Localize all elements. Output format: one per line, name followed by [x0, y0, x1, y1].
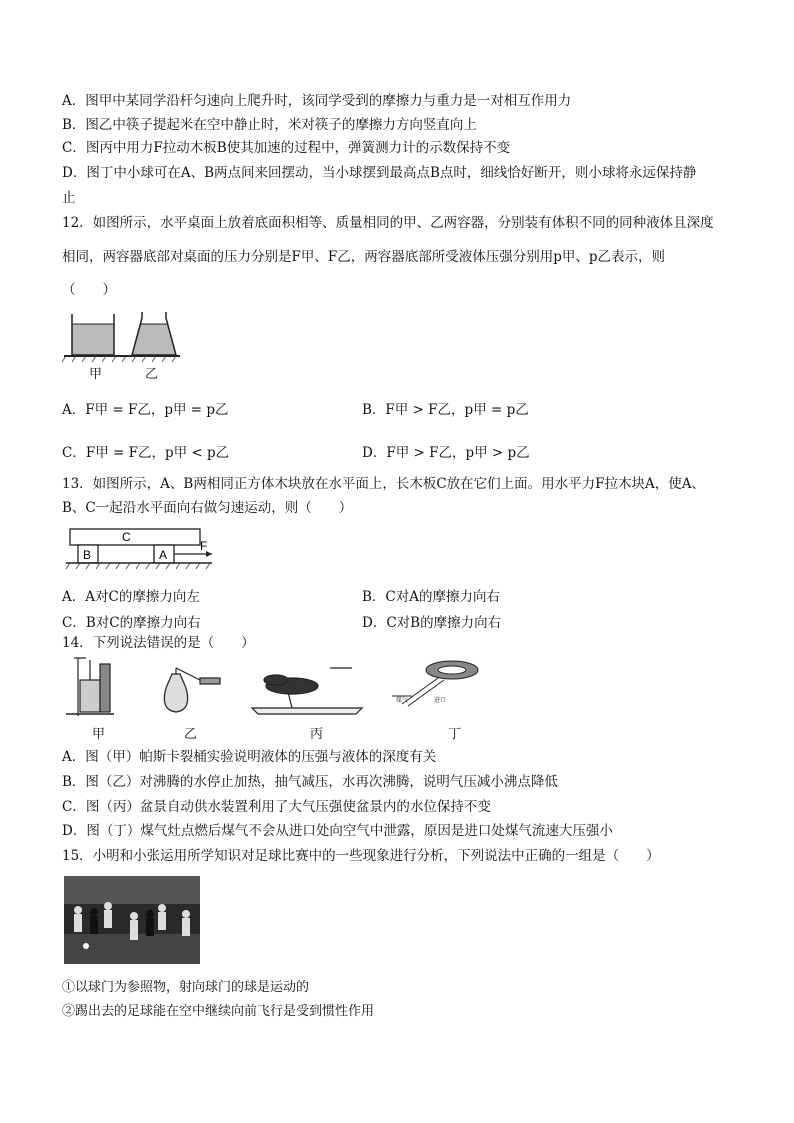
q12-option-b: B．F甲 > F乙，p甲 = p乙 [362, 402, 529, 418]
q13-blocks-figure [62, 525, 222, 575]
q13-option-b: B．C对A的摩擦力向右 [362, 589, 500, 605]
q11-option-d-line1: D．图丁中小球可在A、B两点间来回摆动，当小球摆到最高点B点时，细线恰好断开，则小球将永远保持静 [62, 165, 697, 181]
q15-stem: 15．小明和小张运用所学知识对足球比赛中的一些现象进行分析，下列说法中正确的一组是（ ） [62, 848, 660, 864]
q13-option-c: C．B对C的摩擦力向右 [62, 615, 201, 631]
q13-label-f: F [200, 539, 208, 553]
q14-figure-label-yi: 乙 [184, 727, 198, 742]
q12-figure-label-yi: 乙 [145, 367, 159, 382]
q12-stem-line2: 相同，两容器底部对桌面的压力分别是F甲、F乙，两容器底部所受液体压强分别用p甲、p乙表示，则 [62, 249, 666, 265]
q13-stem-line1: 13．如图所示，A、B两相同正方体木块放在水平面上，长木板C放在它们上面。用水平力F拉木块A，使A、 [62, 476, 706, 492]
q14-stem: 14．下列说法错误的是（ ） [62, 635, 255, 651]
q14-option-c: C．图（丙）盆景自动供水装置利用了大气压强使盆景内的水位保持不变 [62, 799, 491, 815]
q11-option-d-line2: 止 [62, 190, 76, 206]
q13-option-d: D．C对B的摩擦力向右 [362, 615, 502, 631]
q12-option-a: A．F甲 = F乙，p甲 = p乙 [62, 402, 229, 418]
q12-stem-line1: 12．如图所示，水平桌面上放着底面积相等、质量相同的甲、乙两容器，分别装有体积不同的同种液体且深度 [62, 215, 714, 231]
q13-label-a: A [159, 548, 168, 562]
q15-statement-1: ①以球门为参照物，射向球门的球是运动的 [62, 980, 310, 995]
q14-figure-label-bing: 丙 [310, 727, 324, 742]
q11-option-b: B．图乙中筷子提起米在空中静止时，米对筷子的摩擦力方向竖直向上 [62, 117, 477, 133]
q13-stem-line2: B、C一起沿水平面向右做匀速运动，则（ ） [62, 500, 353, 516]
q13-label-c: C [122, 530, 131, 544]
q14-option-a: A．图（甲）帕斯卡裂桶实验说明液体的压强与液体的深度有关 [62, 749, 437, 765]
svg-text:进口: 进口 [434, 698, 447, 704]
q12-answer-paren: （ ） [62, 282, 116, 298]
q14-figures [62, 656, 482, 722]
q15-statement-2: ②踢出去的足球能在空中继续向前飞行是受到惯性作用 [62, 1004, 375, 1019]
q14-figure-label-ding: 丁 [448, 727, 462, 742]
q12-figure-label-jia: 甲 [89, 367, 103, 382]
bonsai-illustration [252, 668, 362, 714]
q13-option-a: A．A对C的摩擦力向左 [62, 589, 200, 605]
q12-option-d: D．F甲 > F乙，p甲 > p乙 [362, 445, 530, 461]
q13-label-b: B [83, 548, 92, 562]
q11-option-c: C．图丙中用力F拉动木板B使其加速的过程中，弹簧测力计的示数保持不变 [62, 140, 511, 156]
pascal-barrel-illustration [66, 658, 114, 716]
q12-containers-figure [62, 306, 192, 376]
q14-option-d: D．图（丁）煤气灶点燃后煤气不会从进口处向空气中泄露，原因是进口处煤气流速大压强小 [62, 823, 613, 839]
gas-stove-illustration [392, 661, 478, 706]
q12-option-c: C．F甲 = F乙，p甲 < p乙 [62, 445, 230, 461]
q14-option-b: B．图（乙）对沸腾的水停止加热，抽气减压，水再次沸腾，说明气压减小沸点降低 [62, 774, 558, 790]
soccer-match-photo [64, 876, 200, 964]
svg-text:煤气: 煤气 [396, 698, 409, 704]
q11-option-a: A．图甲中某同学沿杆匀速向上爬升时，该同学受到的摩擦力与重力是一对相互作用力 [62, 93, 572, 109]
flask-illustration [164, 668, 220, 712]
q14-figure-label-jia: 甲 [92, 727, 106, 742]
